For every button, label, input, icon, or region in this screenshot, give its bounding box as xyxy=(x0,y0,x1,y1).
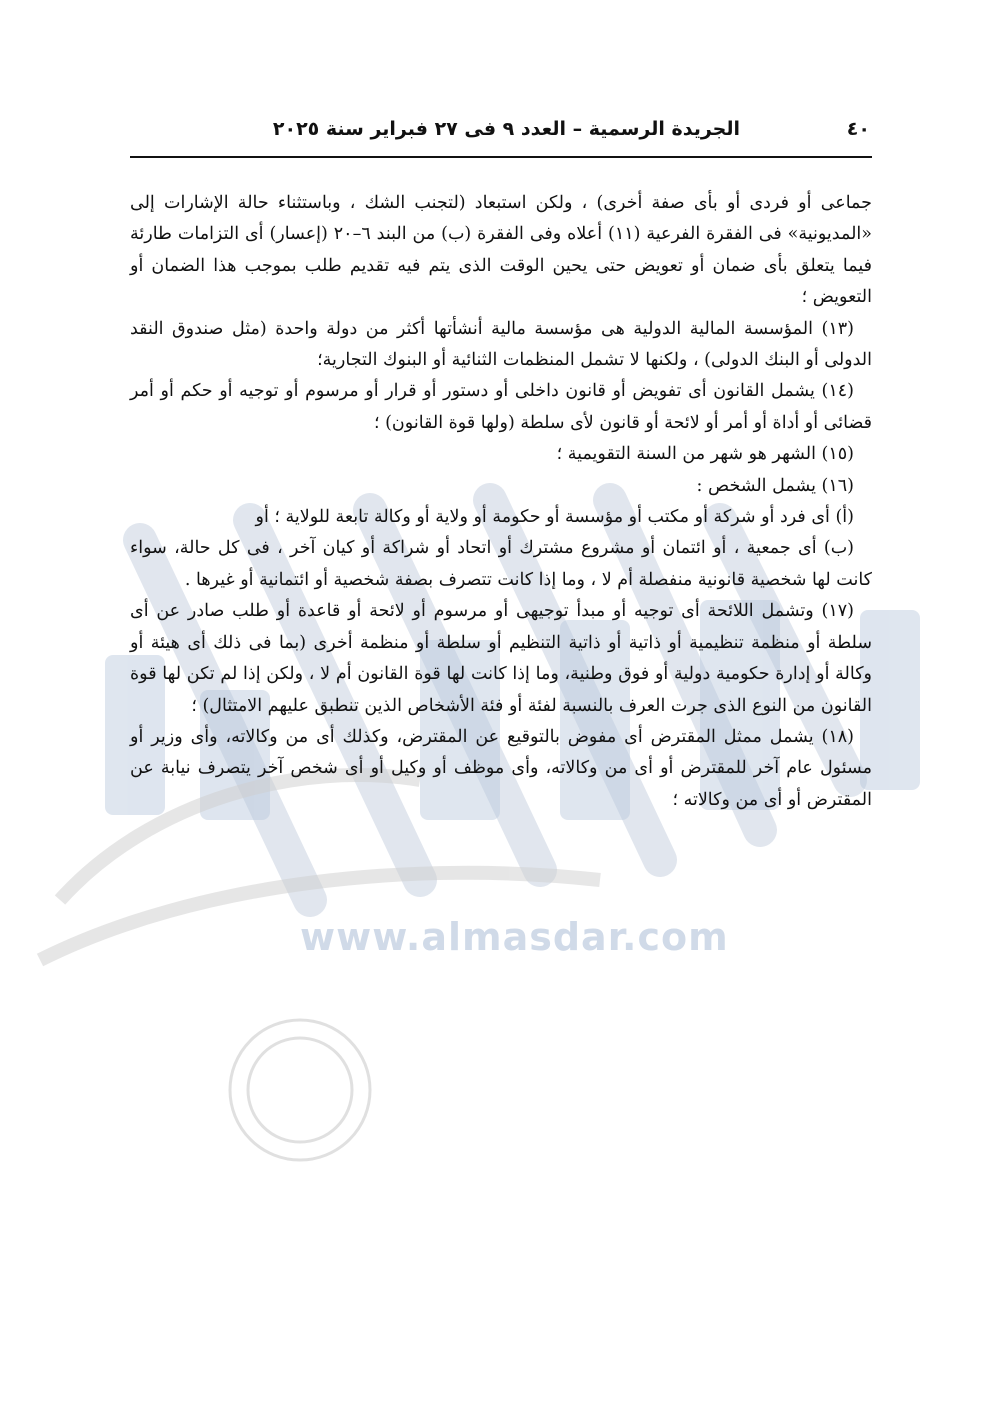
watermark-url: www.almasdar.com xyxy=(300,915,729,959)
paragraph: (١٣) المؤسسة المالية الدولية هى مؤسسة مالية أنشأتها أكثر من دولة واحدة (مثل صندوق النقد الدولى أو البنك الدولى) ، ولكنها لا تشمل المنظمات الثنائية أو البنوك التجارية؛ xyxy=(130,318,872,371)
running-title: الجريدة الرسمية – العدد ٩ فى ٢٧ فبراير سنة ٢٠٢٥ xyxy=(272,118,740,140)
paragraph: (أ) أى فرد أو شركة أو مكتب أو مؤسسة أو حكومة أو ولاية أو وكالة تابعة للولاية ؛ أو xyxy=(255,507,854,528)
paragraph: (١٨) يشمل ممثل المقترض أى مفوض بالتوقيع عن المقترض، وكذلك أى من وكالاته، وأى وزير أو مسئول عام آخر للمقترض أو أى من وكالاته، وأى موظف أو وكيل أو أى شخص آخر يتصرف نيابة عن المقترض أو أى من وكالاته ؛ xyxy=(130,726,872,810)
paragraph: (ب) أى جمعية ، أو ائتمان أو مشروع مشترك أو اتحاد أو شراكة أو كيان آخر ، فى كل حالة، سواء كانت لها شخصية قانونية منفصلة أم لا ، وما إذا كانت تتصرف بصفة شخصية أو ائتمانية أو غيرها . xyxy=(130,538,872,590)
paragraph: (١٦) يشمل الشخص : xyxy=(696,475,854,496)
header-divider xyxy=(130,156,872,158)
document-body xyxy=(130,188,872,816)
page-number: ٤٠ xyxy=(846,118,870,140)
paragraph: (١٧) وتشمل اللائحة أى توجيه أو مبدأ توجيهى أو مرسوم أو لائحة أو قاعدة أو طلب صادر عن أى سلطة أو منظمة تنظيمية أو ذاتية أو ذاتية التنظيم أو سلطة أو منظمة أخرى (بما فى ذلك أى هيئة أو وكالة أو إدارة حكومية دولية أو فوق وطنية، وما إذا كانت لها قوة القانون أم لا ، ولكن إذا لم تكن لها قوة القانون من النوع الذى جرت العرف بالنسبة لفئة أو فئة الأشخاص الذين تنطبق عليهم الامتثال) ؛ xyxy=(130,601,872,716)
paragraph: (١٤) يشمل القانون أى تفويض أو قانون داخلى أو دستور أو قرار أو مرسوم أو توجيه أو حكم أو أمر قضائى أو أداة أو أمر أو لائحة أو قانون لأى سلطة (ولها قوة القانون) ؛ xyxy=(130,381,872,433)
page-header xyxy=(130,110,870,152)
paragraph: جماعى أو فردى أو بأى صفة أخرى) ، ولكن استبعاد (لتجنب الشك ، وباستثناء حالة الإشارات إلى «المديونية» فى الفقرة الفرعية (١١) أعلاه وفى الفقرة (ب) من البند ٦–٢٠ (إعسار) أى التزامات طارئة فيما يتعلق بأى ضمان أو تعويض حتى يحين الوقت الذى يتم فيه تقديم طلب بموجب هذا الضمان أو التعويض ؛ xyxy=(130,193,872,308)
paragraph: (١٥) الشهر هو شهر من السنة التقويمية ؛ xyxy=(556,444,854,465)
